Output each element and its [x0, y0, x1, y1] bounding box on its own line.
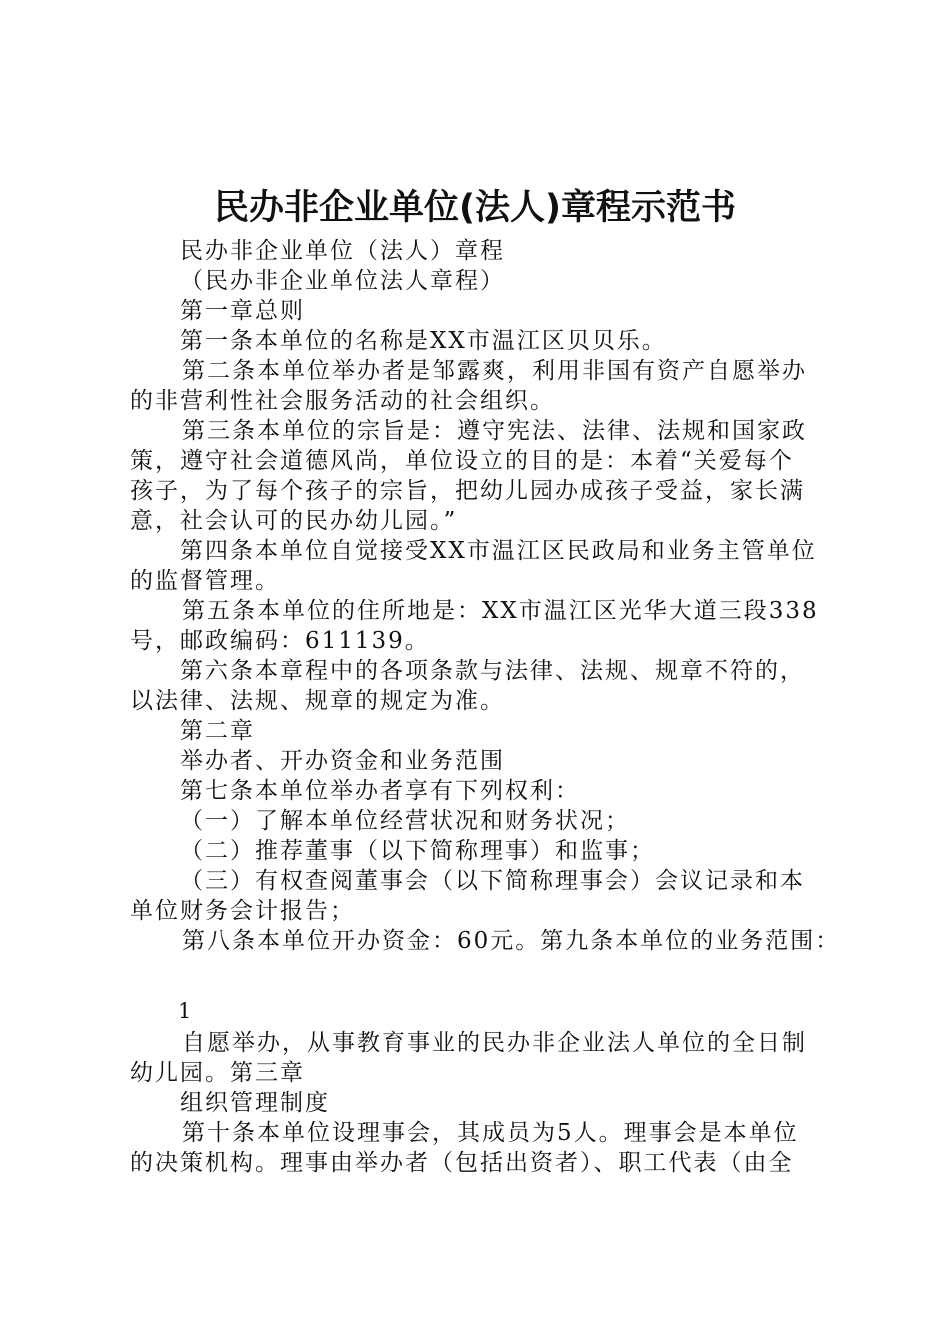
paragraph-line: 自愿举办，从事教育事业的民办非企业法人单位的全日制 — [182, 1030, 807, 1056]
paragraph-line: 的监督管理。 — [130, 568, 280, 594]
paragraph-line: 第七条本单位举办者享有下列权利： — [180, 778, 580, 804]
paragraph-line: 第八条本单位开办资金：60元。第九条本单位的业务范围： — [182, 928, 841, 954]
chapter-heading: 第二章 — [180, 718, 255, 744]
paragraph-line: 民办非企业单位（法人）章程 — [180, 238, 505, 264]
paragraph-line: 单位财务会计报告； — [130, 898, 355, 924]
paragraph-line: 第一条本单位的名称是XX市温江区贝贝乐。 — [180, 328, 667, 354]
paragraph-line: 第三条本单位的宗旨是：遵守宪法、法律、法规和国家政 — [182, 418, 807, 444]
chapter-subheading: 组织管理制度 — [180, 1090, 330, 1116]
chapter-subheading: 举办者、开办资金和业务范围 — [180, 748, 505, 774]
body-text-block-1 — [130, 236, 841, 956]
paragraph-line: 以法律、法规、规章的规定为准。 — [130, 688, 505, 714]
paragraph-line: 第四条本单位自觉接受XX市温江区民政局和业务主管单位 — [180, 538, 817, 564]
list-item: （二）推荐董事（以下简称理事）和监事； — [180, 838, 655, 864]
paragraph-line: 策，遵守社会道德风尚，单位设立的目的是：本着“关爱每个 — [130, 448, 794, 474]
paragraph-line: 号，邮政编码：611139。 — [130, 628, 430, 654]
paragraph-line: 意，社会认可的民办幼儿园。” — [130, 508, 458, 534]
body-text-block-2 — [130, 1028, 836, 1178]
paragraph-line: 第十条本单位设理事会，其成员为5人。理事会是本单位 — [182, 1120, 799, 1146]
paragraph-line: 第五条本单位的住所地是：XX市温江区光华大道三段338 — [182, 598, 819, 624]
list-item: （三）有权查阅董事会（以下简称理事会）会议记录和本 — [180, 868, 805, 894]
list-item: （一）了解本单位经营状况和财务状况； — [180, 808, 630, 834]
paragraph-line: 第六条本章程中的各项条款与法律、法规、规章不符的， — [180, 658, 805, 684]
page-number: 1 — [178, 999, 192, 1023]
paragraph-line: 幼儿园。第三章 — [130, 1060, 305, 1086]
document-title: 民办非企业单位(法人)章程示范书 — [214, 188, 736, 228]
paragraph-line: 的非营利性社会服务活动的社会组织。 — [130, 388, 555, 414]
paragraph-line: 第一章总则 — [180, 298, 305, 324]
paragraph-line: 第二条本单位举办者是邹露爽，利用非国有资产自愿举办 — [182, 358, 807, 384]
paragraph-line: （民办非企业单位法人章程） — [180, 268, 505, 294]
paragraph-line: 孩子，为了每个孩子的宗旨，把幼儿园办成孩子受益，家长满 — [130, 478, 805, 504]
paragraph-line: 的决策机构。理事由举办者（包括出资者）、职工代表（由全 — [130, 1150, 794, 1176]
